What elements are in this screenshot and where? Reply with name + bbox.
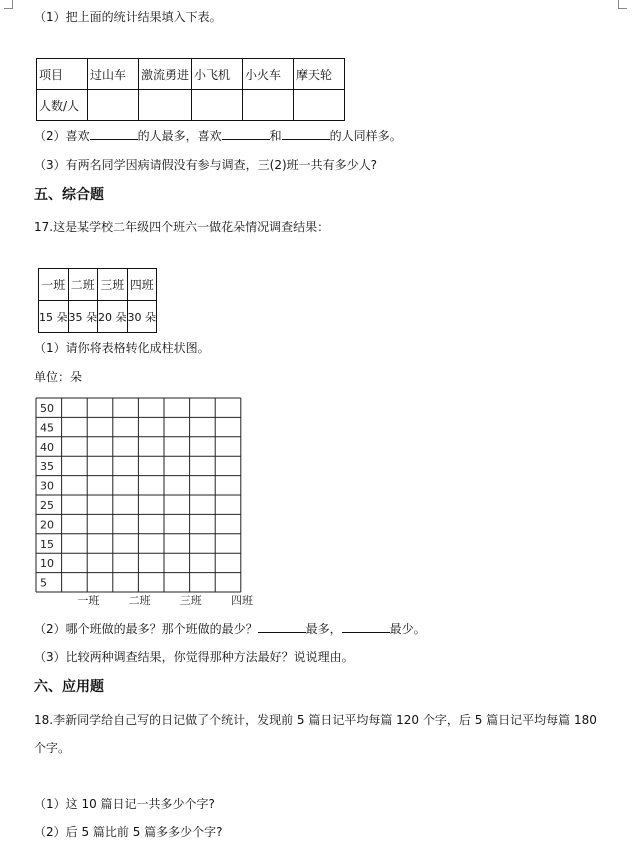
question-part-1: （1）把上面的统计结果填入下表。: [34, 10, 222, 24]
question-intro: 17.这是某学校二年级四个班六一做花朵情况调查结果：: [34, 220, 330, 234]
table-cell: 人数/人: [37, 90, 88, 121]
y-tick-label: 40: [40, 440, 54, 454]
x-category-label: 一班: [77, 594, 100, 607]
table-cell: 20 朵: [98, 301, 128, 333]
table-cell: 三班: [98, 269, 128, 301]
table-cell: 激流勇进: [139, 59, 192, 90]
y-tick-label: 50: [40, 402, 54, 415]
table-header-row: [39, 269, 157, 301]
table-cell: 小火车: [243, 59, 294, 90]
unit-label: 单位：朵: [34, 370, 83, 384]
answer-blank-cell[interactable]: [88, 90, 139, 121]
question-part-2: （2）哪个班做的最多？那个班做的最少？ 最多， 最少。: [34, 622, 426, 636]
answer-blank[interactable]: [258, 620, 306, 633]
y-tick-label: 45: [40, 421, 54, 435]
question-part-2: （2）后 5 篇比前 5 篇多多少个字?: [34, 825, 223, 839]
y-tick-label: 10: [40, 557, 54, 571]
question-part-1: （1）请你将表格转化成柱状图。: [34, 341, 210, 355]
table-cell: 二班: [68, 269, 98, 301]
y-tick-label: 35: [40, 460, 54, 474]
table-cell: 35 朵: [68, 301, 98, 333]
x-category-label: 二班: [128, 594, 151, 607]
table-cell: 摩天轮: [294, 59, 345, 90]
section-heading: 五、综合题: [34, 187, 104, 203]
section-heading: 六、应用题: [34, 679, 104, 695]
y-tick-label: 5: [40, 576, 47, 590]
question-part-3: （3）比较两种调查结果，你觉得那种方法最好？说说理由。: [34, 650, 354, 664]
table-row: [37, 90, 345, 121]
class-flower-table: [38, 268, 157, 333]
answer-blank[interactable]: [342, 620, 390, 633]
table-header-row: [37, 59, 345, 90]
answer-blank-cell[interactable]: [243, 90, 294, 121]
survey-table: [36, 58, 345, 121]
table-cell: 一班: [39, 269, 69, 301]
answer-blank[interactable]: [90, 127, 138, 140]
question-part-2: （2）喜欢 的人最多，喜欢 和 的人同样多。: [34, 129, 402, 143]
page-corner-mark-right: [618, 0, 627, 9]
table-cell: 项目: [37, 59, 88, 90]
question-part-3: （3）有两名同学因病请假没有参与调查，三(2)班一共有多少人?: [34, 158, 378, 172]
table-row: [39, 301, 157, 333]
table-cell: 四班: [127, 269, 157, 301]
y-tick-label: 25: [40, 499, 54, 512]
y-tick-label: 30: [40, 479, 54, 493]
y-tick-label: 15: [40, 537, 54, 551]
x-category-label: 三班: [179, 594, 202, 607]
answer-blank-cell[interactable]: [192, 90, 243, 121]
page-corner-mark-left: [4, 0, 13, 9]
table-cell: 30 朵: [127, 301, 157, 333]
question-text: 个字。: [34, 741, 71, 755]
y-tick-label: 20: [40, 518, 54, 532]
table-cell: 15 朵: [39, 301, 69, 333]
bar-chart-grid[interactable]: [36, 398, 253, 610]
answer-blank[interactable]: [282, 127, 330, 140]
table-cell: 小飞机: [192, 59, 243, 90]
answer-blank-cell[interactable]: [294, 90, 345, 121]
answer-blank-cell[interactable]: [139, 90, 192, 121]
question-text: 18.李新同学给自己写的日记做了个统计，发现前 5 篇日记平均每篇 120 个字，后 5 篇日记平均每篇 180: [34, 713, 597, 727]
table-cell: 过山车: [88, 59, 139, 90]
question-part-1: （1）这 10 篇日记一共多少个字?: [34, 797, 215, 811]
x-category-label: 四班: [231, 594, 253, 607]
answer-blank[interactable]: [222, 127, 270, 140]
